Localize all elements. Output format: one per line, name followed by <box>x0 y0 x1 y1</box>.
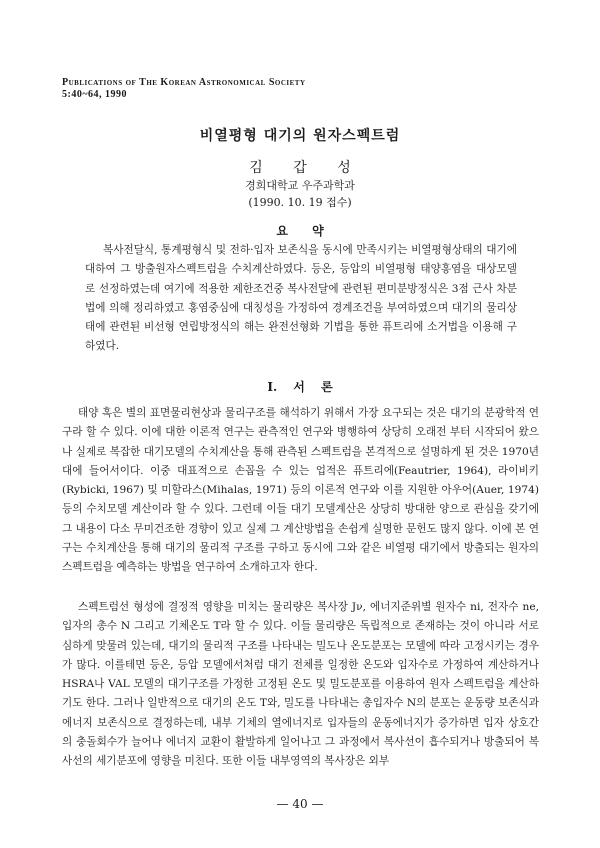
abstract-heading: 요 약 <box>276 224 324 238</box>
body-paragraph: 태양 혹은 별의 표면물리현상과 물리구조를 해석하기 위해서 가장 요구되는 것은 대기의 분광학적 연구라 할 수 있다. 이에 대한 이론적 연구는 관측적인 연구와 병행하여 상당히 오래전 부터 시작되어 왔으나 실제로 복잡한 대기모델의 수치계산을 통해 관측된 스펙트럼을 본격적으로 설명하게 된 것은 1970년대에 들어서이다. 이중 대표적으로 손꼽을 수 있는 업적은 퓨트리에(Feautrier, 1964), 라이비키(Rybicki, 1967) 및 미할라스(Mihalas, 1971) 등의 이론적 연구와 이를 지원한 아우어(Auer, 1974) 등의 수치모델 계산이라 할 수 있다. 그런데 이들 대기 모델계산은 상당히 방대한 양으로 관심을 갖기에 그 내용이 다소 무미건조한 경향이 있고 실제 그 계산방법을 손쉽게 실명한 문헌도 많지 않다. 이에 본 연구는 수치계산을 통해 대기의 물리적 구조를 구하고 동시에 그와 같은 비열평 대기에서 방출되는 원자의 스펙트럼을 예측하는 방법을 연구하여 소개하고자 한다. <box>62 407 539 574</box>
abstract-text: 복사전달식, 통계평형식 및 전하·입자 보존식을 동시에 만족시키는 비열평형상태의 대기에 대하여 그 방출원자스펙트럼을 수치계산하였다. 등온, 등압의 비열평형 태양홍염을 대상모델로 선정하였는데 여기에 적용한 제한조건중 복사전달에 관련된 편미분방정식은 3점 근사 차분법에 의해 정리하였고 홍염중심에 대칭성을 가정하여 경계조건을 부여하였으며 대기의 물리상태에 관련된 비선형 연립방정식의 해는 완전선형화 기법을 통한 퓨트리에 소거법을 이용해 구하였다. <box>85 244 517 353</box>
journal-name: Publications of The Korean Astronomical Society <box>62 77 306 88</box>
author-affiliation: 경희대학교 우주과학과 <box>245 179 355 192</box>
body-paragraph: 스펙트럼선 형성에 결정적 영향을 미치는 물리량은 복사장 Jν, 에너지준위별 원자수 ni, 전자수 ne, 입자의 총수 N 그리고 기체온도 T라 할 수 있다. 이들 물리량은 독립적으로 존재하는 것이 아니라 서로 심하게 맞물려 있는데, 대기의 물리적 구조를 나타내는 밀도나 온도분포는 모델에 따라 고정시키는 경우가 많다. 이를테면 등온, 등압 모델에서처럼 대기 전체를 일정한 온도와 입자수로 가정하여 계산하거나 HSRA나 VAL 모델의 대기구조를 가정한 고정된 온도 및 밀도분포를 이용하여 원자 스펙트럼을 계산하기도 한다. 그러나 일반적으로 대기의 온도 T와, 밀도를 나타내는 총입자수 N의 분포는 운동량 보존식과 에너지 보존식으로 결정하는데, 내부 기체의 열에너지로 입자들의 운동에너지가 증가하면 입자 상호간의 충돌회수가 늘어나 에너지 교환이 활발하게 일어나고 그 과정에서 복사선이 흡수되거나 방출되어 복사선의 세기분포에 영향을 미친다. 또한 이들 내부영역의 복사장은 외부 <box>62 601 539 768</box>
author-name: 김 갑 성 <box>249 160 351 176</box>
journal-issue: 5:40~64, 1990 <box>62 89 128 100</box>
section-heading: I. 서 론 <box>267 380 333 394</box>
page-number: — 40 — <box>276 797 324 811</box>
journal-header <box>62 77 306 101</box>
received-date: (1990. 10. 19 접수) <box>248 196 352 209</box>
article-title: 비열평형 대기의 원자스펙트럼 <box>199 128 401 144</box>
